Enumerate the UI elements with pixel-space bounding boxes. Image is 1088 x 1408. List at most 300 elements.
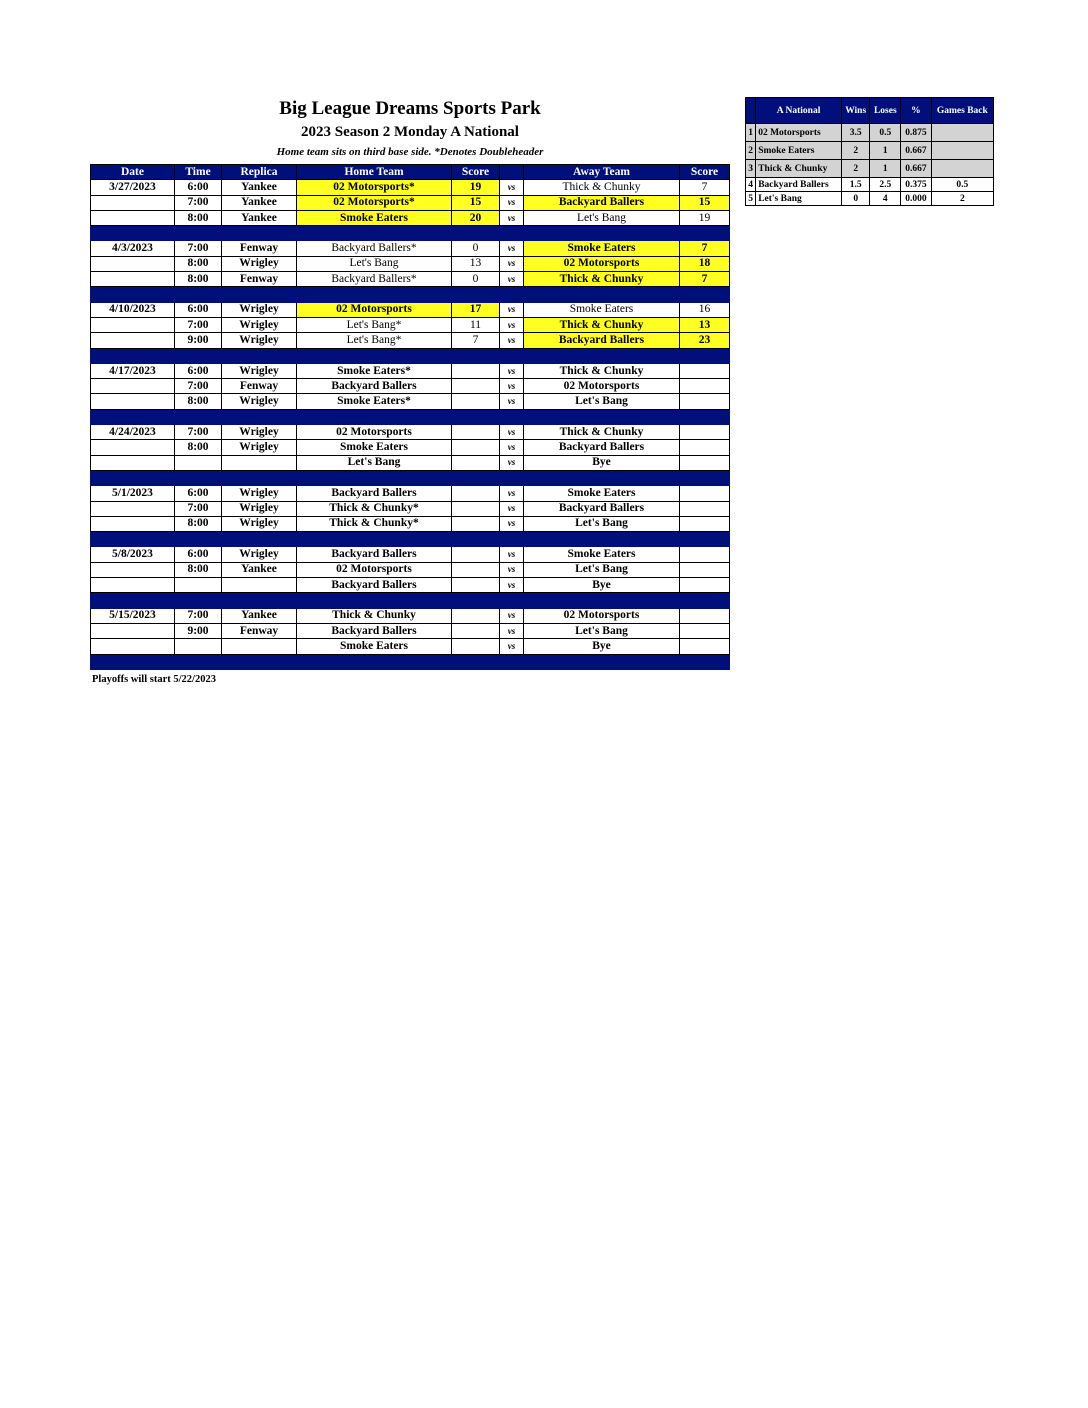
away-score: 19 (680, 210, 730, 225)
vs-label: vs (500, 578, 524, 593)
week-separator (91, 348, 730, 363)
game-date (91, 455, 175, 470)
separator-cell (175, 409, 222, 424)
away-team: Bye (524, 455, 680, 470)
team-name: Thick & Chunky (756, 160, 842, 178)
game-replica: Yankee (222, 562, 297, 577)
team-games-back (931, 124, 993, 142)
team-name: Backyard Ballers (756, 178, 842, 192)
home-team: Let's Bang (297, 455, 452, 470)
game-replica: Yankee (222, 608, 297, 623)
away-team: Let's Bang (524, 210, 680, 225)
separator-cell (175, 470, 222, 485)
team-name: Smoke Eaters (756, 142, 842, 160)
team-rank: 4 (746, 178, 756, 192)
separator-cell (500, 470, 524, 485)
away-score (680, 623, 730, 638)
home-score (452, 501, 500, 516)
home-score (452, 440, 500, 455)
team-loses: 4 (870, 192, 901, 206)
home-team: Smoke Eaters (297, 440, 452, 455)
away-team: Thick & Chunky (524, 180, 680, 195)
away-score (680, 578, 730, 593)
away-score: 7 (680, 241, 730, 256)
standings-header-games-back: Games Back (931, 98, 993, 124)
home-score (452, 425, 500, 440)
home-team: Thick & Chunky (297, 608, 452, 623)
away-team: Smoke Eaters (524, 302, 680, 317)
standings-row (746, 142, 994, 160)
schedule-body (91, 180, 730, 670)
standings-body (746, 124, 994, 206)
separator-cell (680, 226, 730, 241)
team-pct: 0.667 (901, 142, 932, 160)
game-replica: Wrigley (222, 333, 297, 348)
standings-header-loses: Loses (870, 98, 901, 124)
separator-cell (452, 287, 500, 302)
away-team: Let's Bang (524, 623, 680, 638)
separator-cell (524, 532, 680, 547)
home-team: 02 Motorsports* (297, 195, 452, 210)
separator-cell (175, 348, 222, 363)
away-team: Let's Bang (524, 562, 680, 577)
away-score (680, 363, 730, 378)
away-team: Backyard Ballers (524, 501, 680, 516)
vs-label: vs (500, 241, 524, 256)
separator-cell (91, 654, 175, 669)
game-date (91, 562, 175, 577)
home-score (452, 547, 500, 562)
home-team: Smoke Eaters (297, 639, 452, 654)
week-separator (91, 654, 730, 669)
game-row (91, 623, 730, 638)
game-date (91, 639, 175, 654)
standings-header-wins: Wins (841, 98, 870, 124)
game-row (91, 547, 730, 562)
game-time: 7:00 (175, 501, 222, 516)
separator-cell (175, 287, 222, 302)
separator-cell (452, 348, 500, 363)
away-score: 7 (680, 180, 730, 195)
col-header-time: Time (175, 165, 222, 180)
game-replica: Wrigley (222, 302, 297, 317)
home-team: Backyard Ballers* (297, 272, 452, 287)
home-score: 15 (452, 195, 500, 210)
standings-row (746, 160, 994, 178)
game-date: 4/3/2023 (91, 241, 175, 256)
game-replica: Fenway (222, 379, 297, 394)
vs-label: vs (500, 195, 524, 210)
game-row (91, 562, 730, 577)
home-score: 13 (452, 256, 500, 271)
team-pct: 0.000 (901, 192, 932, 206)
game-replica: Yankee (222, 210, 297, 225)
game-time: 6:00 (175, 302, 222, 317)
game-row (91, 241, 730, 256)
vs-label: vs (500, 440, 524, 455)
game-time: 6:00 (175, 547, 222, 562)
separator-cell (524, 287, 680, 302)
team-wins: 3.5 (841, 124, 870, 142)
game-row (91, 608, 730, 623)
away-team: Smoke Eaters (524, 486, 680, 501)
away-team: Thick & Chunky (524, 272, 680, 287)
away-team: Let's Bang (524, 516, 680, 531)
home-team: Backyard Ballers* (297, 241, 452, 256)
game-date (91, 578, 175, 593)
away-team: Smoke Eaters (524, 241, 680, 256)
away-score: 16 (680, 302, 730, 317)
away-team: Smoke Eaters (524, 547, 680, 562)
separator-cell (297, 226, 452, 241)
game-row (91, 195, 730, 210)
vs-label: vs (500, 333, 524, 348)
home-team: Thick & Chunky* (297, 516, 452, 531)
separator-cell (524, 593, 680, 608)
separator-cell (680, 470, 730, 485)
game-row (91, 317, 730, 332)
separator-cell (524, 654, 680, 669)
vs-label: vs (500, 379, 524, 394)
away-score (680, 455, 730, 470)
game-replica: Yankee (222, 180, 297, 195)
home-score (452, 608, 500, 623)
team-rank: 2 (746, 142, 756, 160)
standings-table (745, 97, 994, 206)
away-score: 23 (680, 333, 730, 348)
away-team: Backyard Ballers (524, 440, 680, 455)
vs-label: vs (500, 256, 524, 271)
week-separator (91, 226, 730, 241)
home-score: 7 (452, 333, 500, 348)
game-date (91, 317, 175, 332)
separator-cell (680, 348, 730, 363)
home-team: Backyard Ballers (297, 578, 452, 593)
vs-label: vs (500, 210, 524, 225)
game-replica (222, 639, 297, 654)
game-row (91, 486, 730, 501)
game-time: 7:00 (175, 317, 222, 332)
home-score (452, 639, 500, 654)
season-subtitle: 2023 Season 2 Monday A National (301, 124, 519, 140)
game-time: 7:00 (175, 425, 222, 440)
separator-cell (452, 226, 500, 241)
home-score (452, 578, 500, 593)
away-team: Thick & Chunky (524, 317, 680, 332)
game-date (91, 379, 175, 394)
separator-cell (680, 654, 730, 669)
team-rank: 1 (746, 124, 756, 142)
home-score (452, 455, 500, 470)
home-team: Backyard Ballers (297, 547, 452, 562)
week-separator (91, 470, 730, 485)
game-time: 9:00 (175, 333, 222, 348)
separator-cell (91, 593, 175, 608)
game-date (91, 501, 175, 516)
game-date (91, 623, 175, 638)
schedule-table (90, 164, 730, 670)
home-team: Backyard Ballers (297, 379, 452, 394)
away-score (680, 425, 730, 440)
game-date (91, 256, 175, 271)
home-score (452, 394, 500, 409)
separator-cell (500, 348, 524, 363)
away-score (680, 379, 730, 394)
separator-cell (500, 654, 524, 669)
col-header-home-team: Home Team (297, 165, 452, 180)
separator-cell (91, 348, 175, 363)
home-score: 19 (452, 180, 500, 195)
vs-label: vs (500, 501, 524, 516)
separator-cell (297, 409, 452, 424)
away-team: Let's Bang (524, 394, 680, 409)
separator-cell (175, 226, 222, 241)
separator-cell (91, 287, 175, 302)
separator-cell (297, 348, 452, 363)
game-time (175, 455, 222, 470)
standings-header-division: A National (756, 98, 842, 124)
home-score (452, 379, 500, 394)
standings-header-row (746, 98, 994, 124)
vs-label: vs (500, 180, 524, 195)
game-date: 5/1/2023 (91, 486, 175, 501)
game-time: 6:00 (175, 180, 222, 195)
separator-cell (222, 409, 297, 424)
team-rank: 5 (746, 192, 756, 206)
game-time: 8:00 (175, 516, 222, 531)
home-score: 0 (452, 272, 500, 287)
game-time: 7:00 (175, 379, 222, 394)
separator-cell (222, 287, 297, 302)
away-team: Thick & Chunky (524, 425, 680, 440)
home-score: 0 (452, 241, 500, 256)
game-replica: Fenway (222, 241, 297, 256)
game-date (91, 333, 175, 348)
game-time: 6:00 (175, 363, 222, 378)
playoffs-note: Playoffs will start 5/22/2023 (92, 674, 216, 685)
standings-row (746, 178, 994, 192)
game-date (91, 394, 175, 409)
week-separator (91, 287, 730, 302)
home-team: 02 Motorsports (297, 425, 452, 440)
game-replica: Wrigley (222, 440, 297, 455)
separator-cell (452, 409, 500, 424)
game-time: 8:00 (175, 256, 222, 271)
home-team: Let's Bang (297, 256, 452, 271)
game-date (91, 210, 175, 225)
game-date: 5/8/2023 (91, 547, 175, 562)
game-replica (222, 578, 297, 593)
game-replica: Wrigley (222, 547, 297, 562)
separator-cell (452, 470, 500, 485)
game-date: 4/24/2023 (91, 425, 175, 440)
away-score (680, 547, 730, 562)
separator-cell (297, 287, 452, 302)
separator-cell (175, 593, 222, 608)
separator-cell (222, 654, 297, 669)
separator-cell (91, 532, 175, 547)
game-row (91, 256, 730, 271)
game-replica: Wrigley (222, 317, 297, 332)
separator-cell (222, 226, 297, 241)
home-score: 17 (452, 302, 500, 317)
away-score (680, 394, 730, 409)
team-wins: 2 (841, 142, 870, 160)
away-score (680, 486, 730, 501)
separator-cell (500, 532, 524, 547)
game-row (91, 639, 730, 654)
separator-cell (222, 470, 297, 485)
away-team: Bye (524, 639, 680, 654)
game-date: 4/10/2023 (91, 302, 175, 317)
game-time: 7:00 (175, 608, 222, 623)
away-score: 13 (680, 317, 730, 332)
col-header-replica: Replica (222, 165, 297, 180)
separator-cell (680, 593, 730, 608)
separator-cell (297, 470, 452, 485)
separator-cell (500, 287, 524, 302)
game-date: 4/17/2023 (91, 363, 175, 378)
game-time: 7:00 (175, 241, 222, 256)
team-games-back (931, 142, 993, 160)
game-replica: Wrigley (222, 425, 297, 440)
team-rank: 3 (746, 160, 756, 178)
home-team: Backyard Ballers (297, 486, 452, 501)
game-row (91, 455, 730, 470)
col-header-date: Date (91, 165, 175, 180)
week-separator (91, 532, 730, 547)
team-pct: 0.375 (901, 178, 932, 192)
separator-cell (91, 470, 175, 485)
separator-cell (524, 470, 680, 485)
game-time: 8:00 (175, 210, 222, 225)
separator-cell (222, 348, 297, 363)
col-header-away-score: Score (680, 165, 730, 180)
separator-cell (524, 226, 680, 241)
vs-label: vs (500, 608, 524, 623)
home-team: Let's Bang* (297, 333, 452, 348)
vs-label: vs (500, 363, 524, 378)
game-row (91, 333, 730, 348)
col-header-away-team: Away Team (524, 165, 680, 180)
standings-row (746, 192, 994, 206)
vs-label: vs (500, 317, 524, 332)
game-time (175, 578, 222, 593)
standings-row (746, 124, 994, 142)
separator-cell (297, 654, 452, 669)
vs-label: vs (500, 486, 524, 501)
away-score (680, 639, 730, 654)
home-score (452, 623, 500, 638)
game-replica: Wrigley (222, 516, 297, 531)
game-replica: Wrigley (222, 394, 297, 409)
team-pct: 0.875 (901, 124, 932, 142)
separator-cell (91, 409, 175, 424)
game-time (175, 639, 222, 654)
game-row (91, 394, 730, 409)
team-name: Let's Bang (756, 192, 842, 206)
team-wins: 1.5 (841, 178, 870, 192)
away-team: Bye (524, 578, 680, 593)
game-row (91, 440, 730, 455)
game-replica: Wrigley (222, 486, 297, 501)
game-row (91, 578, 730, 593)
game-time: 9:00 (175, 623, 222, 638)
separator-cell (680, 532, 730, 547)
game-replica: Wrigley (222, 363, 297, 378)
separator-cell (297, 593, 452, 608)
home-team: 02 Motorsports (297, 562, 452, 577)
away-score (680, 608, 730, 623)
game-row (91, 210, 730, 225)
separator-cell (680, 409, 730, 424)
game-row (91, 272, 730, 287)
vs-label: vs (500, 516, 524, 531)
separator-cell (500, 593, 524, 608)
home-score (452, 562, 500, 577)
team-loses: 1 (870, 160, 901, 178)
game-date: 5/15/2023 (91, 608, 175, 623)
separator-cell (452, 593, 500, 608)
col-header-vs (500, 165, 524, 180)
vs-label: vs (500, 639, 524, 654)
away-score: 15 (680, 195, 730, 210)
team-loses: 1 (870, 142, 901, 160)
game-date (91, 440, 175, 455)
game-replica (222, 455, 297, 470)
game-date (91, 195, 175, 210)
away-team: Backyard Ballers (524, 333, 680, 348)
game-time: 8:00 (175, 272, 222, 287)
page-title: Big League Dreams Sports Park (279, 98, 541, 119)
standings-header-rank (746, 98, 756, 124)
team-games-back (931, 160, 993, 178)
away-score (680, 440, 730, 455)
game-time: 8:00 (175, 394, 222, 409)
home-team: Thick & Chunky* (297, 501, 452, 516)
vs-label: vs (500, 547, 524, 562)
game-replica: Yankee (222, 195, 297, 210)
vs-label: vs (500, 425, 524, 440)
team-wins: 0 (841, 192, 870, 206)
separator-cell (452, 532, 500, 547)
home-team: Smoke Eaters (297, 210, 452, 225)
vs-label: vs (500, 623, 524, 638)
game-time: 6:00 (175, 486, 222, 501)
team-wins: 2 (841, 160, 870, 178)
game-time: 7:00 (175, 195, 222, 210)
home-score: 20 (452, 210, 500, 225)
away-score (680, 562, 730, 577)
separator-cell (175, 532, 222, 547)
away-team: 02 Motorsports (524, 608, 680, 623)
team-games-back: 0.5 (931, 178, 993, 192)
away-team: Backyard Ballers (524, 195, 680, 210)
schedule-note: Home team sits on third base side. *Denotes Doubleheader (276, 146, 544, 158)
game-replica: Wrigley (222, 256, 297, 271)
separator-cell (680, 287, 730, 302)
home-score (452, 486, 500, 501)
game-replica: Fenway (222, 272, 297, 287)
home-team: Backyard Ballers (297, 623, 452, 638)
team-loses: 2.5 (870, 178, 901, 192)
home-team: Smoke Eaters* (297, 363, 452, 378)
game-replica: Wrigley (222, 501, 297, 516)
separator-cell (175, 654, 222, 669)
game-row (91, 379, 730, 394)
separator-cell (524, 348, 680, 363)
separator-cell (222, 593, 297, 608)
